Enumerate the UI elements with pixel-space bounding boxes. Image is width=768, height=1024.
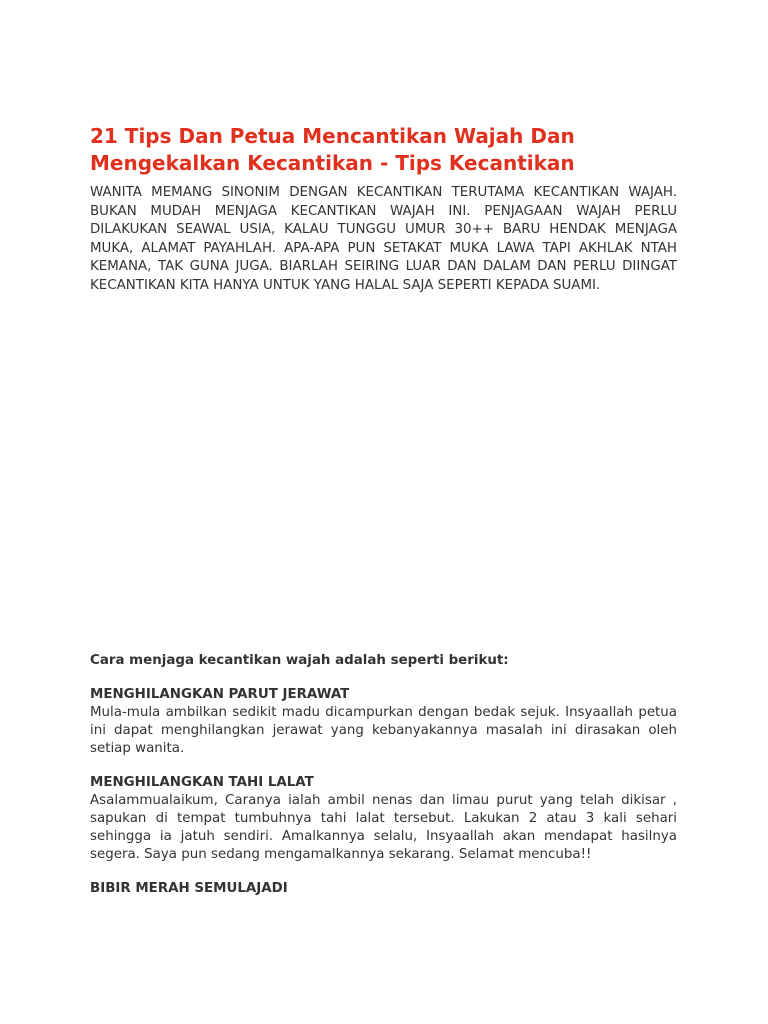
section-heading: BIBIR MERAH SEMULAJADI	[90, 881, 288, 896]
lead-text: Cara menjaga kecantikan wajah adalah seperti berikut:	[90, 653, 509, 668]
section-body: Mula-mula ambilkan sedikit madu dicampurkan dengan bedak sejuk. Insyaallah petua ini dapat menghilangkan jerawat yang kebanyakannya masalah ini dirasakan oleh setiap wanita.	[90, 705, 677, 756]
section-bibir-merah	[90, 880, 677, 898]
content-section	[90, 652, 677, 898]
section-heading: MENGHILANGKAN PARUT JERAWAT	[90, 687, 350, 702]
section-body: Asalammualaikum, Caranya ialah ambil nenas dan limau purut yang telah dikisar , sapukan di tempat tumbuhnya tahi lalat tersebut. Lakukan 2 atau 3 kali sehari sehingga ia jatuh sendiri. Amalkannya selalu, Insyaallah akan mendapat hasilnya segera. Saya pun sedang mengamalkannya sekarang. Selamat mencuba!!	[90, 793, 677, 862]
section-parut-jerawat	[90, 686, 677, 758]
document-title: 21 Tips Dan Petua Mencantikan Wajah Dan Mengekalkan Kecantikan - Tips Kecantikan	[90, 124, 575, 175]
document-page	[90, 0, 677, 1024]
section-heading: MENGHILANGKAN TAHI LALAT	[90, 775, 314, 790]
section-tahi-lalat	[90, 774, 677, 864]
intro-paragraph: WANITA MEMANG SINONIM DENGAN KECANTIKAN TERUTAMA KECANTIKAN WAJAH. BUKAN MUDAH MENJAGA KECANTIKAN WAJAH INI. PENJAGAAN WAJAH PERLU DILAKUKAN SEAWAL USIA, KALAU TUNGGU UMUR 30++ BARU HENDAK MENJAGA MUKA, ALAMAT PAYAHLAH. APA-APA PUN SETAKAT MUKA LAWA TAPI AKHLAK NTAH KEMANA, TAK GUNA JUGA. BIARLAH SEIRING LUAR DAN DALAM DAN PERLU DIINGAT KECANTIKAN KITA HANYA UNTUK YANG HALAL SAJA SEPERTI KEPADA SUAMI.	[90, 185, 677, 293]
